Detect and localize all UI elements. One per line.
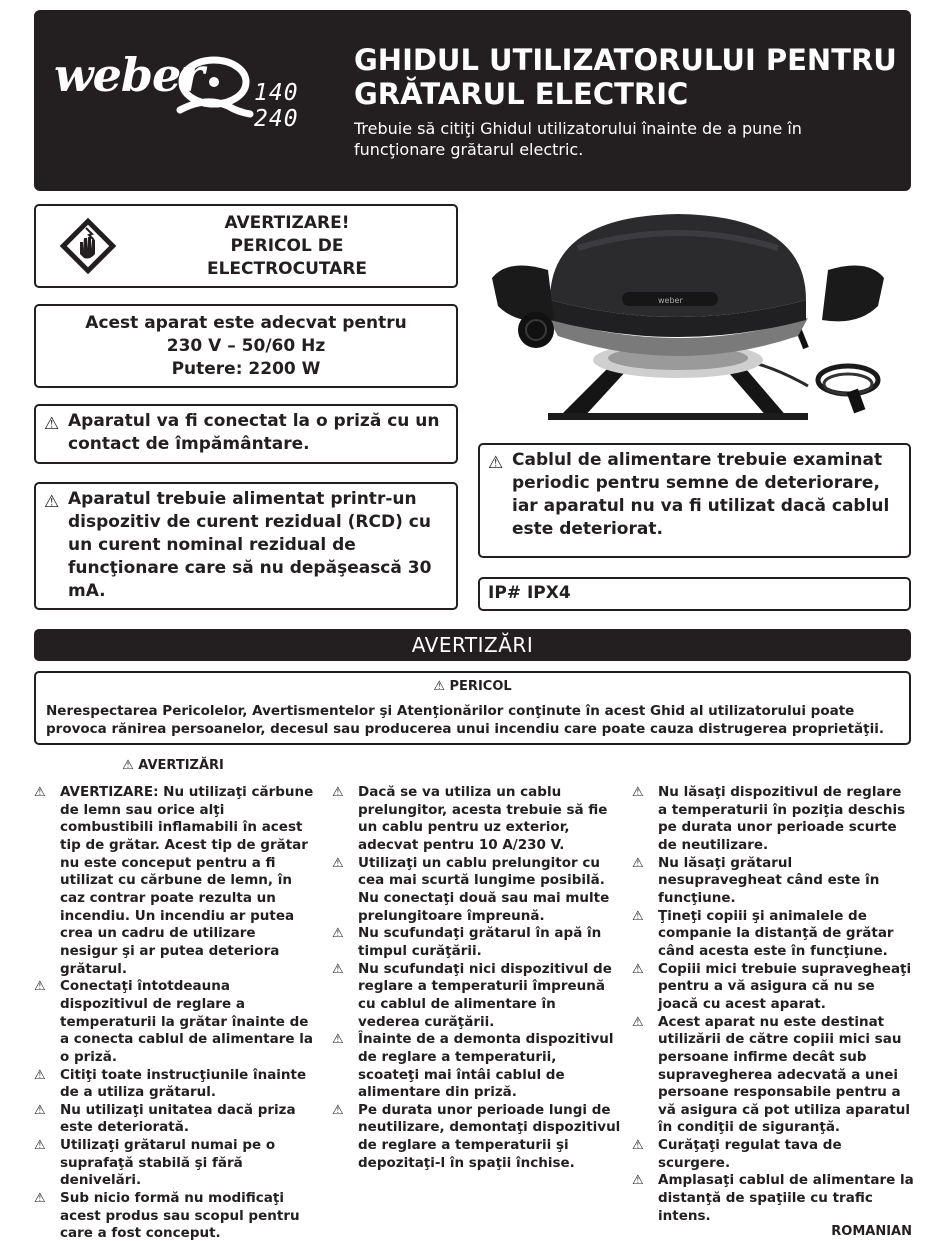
subtitle-line-2: funcţionare grătarul electric. — [354, 140, 584, 159]
list-item — [332, 784, 622, 855]
title-line-2: GRĂTARUL ELECTRIC — [354, 77, 689, 111]
cable-warning-box — [478, 443, 911, 558]
warning-icon: ⚠ — [632, 1014, 644, 1030]
warning-icon: ⚠ — [632, 1173, 644, 1189]
warning-icon: ⚠ — [44, 414, 60, 434]
model-numbers: 140 240 — [254, 80, 299, 132]
title-line-1: GHIDUL UTILIZATORULUI PENTRU — [354, 43, 897, 77]
list-item-text: Nu scufundaţi grătarul în apă în timpul curăţării. — [358, 925, 602, 959]
list-item-text: Utilizaţi grătarul numai pe o suprafaţă stabilă şi fără denivelări. — [60, 1137, 276, 1189]
warning-icon: ⚠ — [332, 1032, 344, 1048]
list-item — [632, 908, 914, 961]
list-item — [632, 784, 914, 855]
list-item — [632, 1137, 914, 1172]
grill-product-image — [488, 208, 888, 430]
warning-icon: ⚠ — [44, 492, 60, 512]
electrocution-line-2: PERICOL DE — [230, 236, 344, 256]
electrocution-warning-box — [34, 204, 458, 288]
grounding-warning-box — [34, 404, 458, 464]
list-item-text: Citiţi toate instrucţiunile înainte de a utiliza grătarul. — [60, 1066, 307, 1101]
brand-text: weber — [54, 48, 204, 102]
warnings-column-3 — [632, 784, 914, 1225]
warning-icon: ⚠ — [632, 855, 644, 871]
list-item-text: Dacă se va utiliza un cablu prelungitor, acesta trebuie să fie un cablu pentru uz exterior, adecvat pentru 10 A/230 V. — [358, 784, 608, 853]
list-item — [632, 855, 914, 908]
list-item-text: AVERTIZARE: Nu utilizaţi cărbune de lemn sau orice alţi combustibili inflamabili în acest tip de grătar. Acest tip de grătar nu este conceput pentru a fi utilizat cu cărbune de lemn, în caz contrar poate rezulta un incendiu. Un incendiu ar putea crea un cadru de utilizare nesigur şi ar putea deteriora grătarul. — [60, 784, 314, 977]
subtitle-line-1: Trebuie să citiţi Ghidul utilizatorului înainte de a pune în — [354, 119, 802, 138]
list-item — [332, 925, 622, 960]
list-item-text: Conectaţi întotdeauna dispozitivul de reglare a temperaturii la grătar înainte de a conecta cablul de alimentare la o priză. — [60, 978, 313, 1065]
list-item — [34, 784, 316, 978]
list-item — [34, 1137, 316, 1190]
list-item-text: Pe durata unor perioade lungi de neutilizare, demontaţi dispozitivul de reglare a temperaturii şi depozitaţi-l în spaţii închise. — [358, 1101, 621, 1171]
warning-icon: ⚠ — [332, 1102, 344, 1118]
electric-hazard-icon — [56, 214, 120, 278]
list-item — [34, 1067, 316, 1102]
warning-icon: ⚠ — [632, 961, 644, 977]
list-item — [34, 978, 316, 1066]
danger-text: Nerespectarea Pericolelor, Avertismentelor şi Atenţionărilor conţinute în acest Ghid al utilizatorului poate provoca rănirea persoanelor, decesul sau producerea unui incendiu care poate cauza distrugerea proprietăţii. — [46, 703, 884, 737]
warnings-column-2 — [332, 784, 622, 1172]
list-item-text: Acest aparat nu este destinat utilizării de către copiii mici sau persoane infirme decât sub supravegherea adecvată a unei persoane responsabile pentru a vă asigura că pot utiliza aparatul în condiţii de siguranţă. — [658, 1013, 910, 1136]
cable-warning-text: Cablul de alimentare trebuie examinat periodic pentru semne de deteriorare, iar aparatul nu va fi utilizat dacă cablul este deteriorat. — [512, 450, 890, 539]
page-subtitle — [354, 118, 802, 160]
list-item — [34, 1102, 316, 1137]
warning-icon: ⚠ — [632, 908, 644, 924]
spec-line-2: 230 V – 50/60 Hz — [166, 336, 326, 356]
list-item-text: Utilizaţi un cablu prelungitor cu cea mai scurtă lungime posibilă. Nu conectaţi două sau mai multe prelungitoare împreună. — [358, 854, 610, 924]
list-item-text: Nu lăsaţi dispozitivul de reglare a temperaturii în poziţia deschis pe durata unor perioade scurte de neutilizare. — [658, 784, 906, 853]
page-title — [354, 43, 897, 111]
list-item-text: Curăţaţi regulat tava de scurgere. — [658, 1137, 842, 1171]
svg-text:weber: weber — [658, 296, 683, 305]
electrocution-line-3: ELECTROCUTARE — [206, 259, 368, 279]
list-item-text: Nu utilizaţi unitatea dacă priza este deteriorată. — [60, 1101, 296, 1136]
list-item-text: Înainte de a demonta dispozitivul de reglare a temperaturii, scoateţi mai întâi cablul de alimentare din priză. — [358, 1031, 614, 1101]
q-logo-icon — [176, 52, 256, 128]
grounding-warning-text: Aparatul va fi conectat la o priză cu un contact de împământare. — [68, 411, 440, 454]
list-item — [332, 961, 622, 1032]
list-item-text: Copiii mici trebuie supravegheaţi pentru a vă asigura că nu se joacă cu acest aparat. — [658, 960, 912, 1012]
list-item-text: Ţineţi copiii şi animalele de companie la distanţă de grătar când acesta este în funcţiune. — [658, 907, 894, 959]
warning-icon: ⚠ — [488, 453, 504, 473]
warning-icon: ⚠ — [34, 1102, 46, 1118]
ip-rating-text: IP# IPX4 — [488, 583, 571, 603]
list-item — [632, 1014, 914, 1138]
warning-icon: ⚠ — [332, 785, 344, 800]
rcd-warning-text: Aparatul trebuie alimentat printr-un dispozitiv de curent rezidual (RCD) cu un curent nominal rezidual de funcţionare care să nu depăşească 30 mA. — [68, 489, 432, 601]
warning-icon: ⚠ — [332, 926, 344, 942]
list-item — [632, 1172, 914, 1225]
list-item-text: Nu scufundaţi nici dispozitivul de reglare a temperaturii împreună cu cablul de alimentare în vederea curăţării. — [358, 960, 612, 1030]
ip-rating-box — [478, 577, 911, 611]
warning-icon: ⚠ — [34, 1138, 46, 1154]
rcd-warning-box — [34, 482, 458, 610]
spec-line-3: Putere: 2200 W — [171, 359, 321, 379]
spec-line-1: Acest aparat este adecvat pentru — [85, 313, 407, 333]
warning-icon: ⚠ — [34, 1067, 46, 1083]
warning-icon: ⚠ — [332, 855, 344, 871]
warning-icon: ⚠ — [34, 1191, 46, 1207]
list-item — [632, 961, 914, 1014]
warning-icon: ⚠ — [332, 961, 344, 977]
power-spec-box — [34, 304, 458, 388]
list-item — [332, 1102, 622, 1173]
list-item-text: Amplasaţi cablul de alimentare la distanţă de spaţiile cu trafic intens. — [658, 1172, 914, 1224]
electrocution-text — [132, 212, 442, 281]
warning-icon: ⚠ — [34, 979, 46, 995]
list-item-text: Sub nicio formă nu modificaţi acest produs sau scopul pentru care a fost conceput. — [60, 1190, 300, 1241]
list-item — [34, 1190, 316, 1241]
warnings-heading: ⚠ AVERTIZĂRI — [122, 758, 224, 773]
warning-icon: ⚠ — [632, 785, 644, 800]
weber-q-logo — [54, 48, 354, 138]
list-item — [332, 1031, 622, 1102]
section-title-bar: AVERTIZĂRI — [34, 629, 911, 661]
warning-icon: ⚠ — [34, 785, 46, 800]
electrocution-line-1: AVERTIZARE! — [224, 213, 350, 233]
list-item-text: Nu lăsaţi grătarul nesupravegheat când este în funcţiune. — [658, 854, 880, 906]
warnings-column-1 — [34, 784, 316, 1241]
list-item — [332, 855, 622, 926]
danger-title: ⚠ PERICOL — [433, 679, 512, 694]
warning-icon: ⚠ — [632, 1138, 644, 1154]
language-label: ROMANIAN — [831, 1224, 912, 1239]
header-banner — [34, 10, 911, 191]
danger-box — [34, 671, 911, 745]
